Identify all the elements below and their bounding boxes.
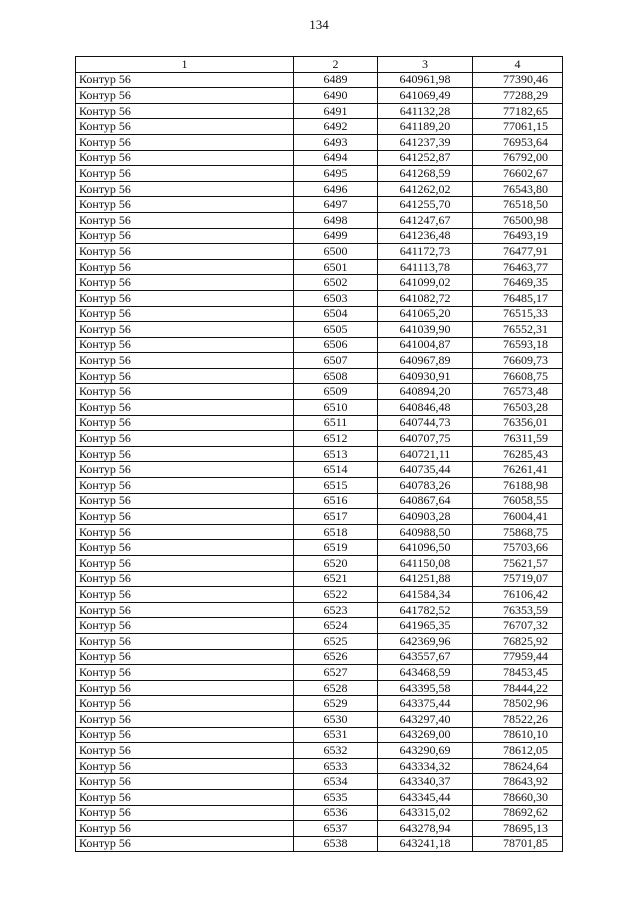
coord-y-cell: 78444,22	[473, 680, 563, 696]
coord-x-cell: 641262,02	[378, 181, 473, 197]
table-row	[76, 431, 563, 447]
contour-cell: Контур 56	[76, 290, 294, 306]
coord-x-cell: 640735,44	[378, 462, 473, 478]
coord-y-cell: 77182,65	[473, 103, 563, 119]
contour-cell: Контур 56	[76, 353, 294, 369]
page-number: 134	[309, 17, 329, 32]
contour-cell: Контур 56	[76, 618, 294, 634]
point-number-cell: 6495	[294, 166, 378, 182]
point-number-cell: 6535	[294, 789, 378, 805]
contour-cell: Контур 56	[76, 805, 294, 821]
point-number-cell: 6505	[294, 322, 378, 338]
coord-y-cell: 78502,96	[473, 696, 563, 712]
point-number-cell: 6512	[294, 431, 378, 447]
table-row	[76, 446, 563, 462]
point-number-cell: 6503	[294, 290, 378, 306]
coord-y-cell: 76500,98	[473, 212, 563, 228]
coord-x-cell: 641965,35	[378, 618, 473, 634]
point-number-cell: 6501	[294, 259, 378, 275]
point-number-cell: 6528	[294, 680, 378, 696]
contour-cell: Контур 56	[76, 493, 294, 509]
point-number-cell: 6496	[294, 181, 378, 197]
coord-x-cell: 641039,90	[378, 322, 473, 338]
point-number-cell: 6538	[294, 836, 378, 852]
point-number-cell: 6516	[294, 493, 378, 509]
contour-cell: Контур 56	[76, 540, 294, 556]
coord-x-cell: 640930,91	[378, 368, 473, 384]
table-row	[76, 259, 563, 275]
coord-y-cell: 76004,41	[473, 509, 563, 525]
point-number-cell: 6499	[294, 228, 378, 244]
coord-y-cell: 76261,41	[473, 462, 563, 478]
contour-cell: Контур 56	[76, 166, 294, 182]
contour-cell: Контур 56	[76, 446, 294, 462]
header-col-3: 3	[378, 57, 473, 73]
coord-x-cell: 641782,52	[378, 602, 473, 618]
point-number-cell: 6529	[294, 696, 378, 712]
point-number-cell: 6497	[294, 197, 378, 213]
contour-cell: Контур 56	[76, 259, 294, 275]
contour-cell: Контур 56	[76, 368, 294, 384]
coord-y-cell: 75621,57	[473, 556, 563, 572]
coord-y-cell: 77061,15	[473, 119, 563, 135]
table-row	[76, 805, 563, 821]
coord-y-cell: 76543,80	[473, 181, 563, 197]
table-row	[76, 275, 563, 291]
coord-x-cell: 641132,28	[378, 103, 473, 119]
point-number-cell: 6490	[294, 88, 378, 104]
coord-x-cell: 641099,02	[378, 275, 473, 291]
contour-cell: Контур 56	[76, 275, 294, 291]
coord-y-cell: 77959,44	[473, 649, 563, 665]
header-col-1: 1	[76, 57, 294, 73]
coord-y-cell: 76188,98	[473, 478, 563, 494]
point-number-cell: 6517	[294, 509, 378, 525]
coord-y-cell: 76593,18	[473, 337, 563, 353]
table-row	[76, 462, 563, 478]
table-row	[76, 665, 563, 681]
point-number-cell: 6533	[294, 758, 378, 774]
contour-cell: Контур 56	[76, 758, 294, 774]
coord-y-cell: 76609,73	[473, 353, 563, 369]
coord-y-cell: 76792,00	[473, 150, 563, 166]
coord-x-cell: 640783,26	[378, 478, 473, 494]
point-number-cell: 6502	[294, 275, 378, 291]
contour-cell: Контур 56	[76, 509, 294, 525]
contour-cell: Контур 56	[76, 524, 294, 540]
table-row	[76, 119, 563, 135]
contour-cell: Контур 56	[76, 462, 294, 478]
contour-cell: Контур 56	[76, 696, 294, 712]
coord-x-cell: 643334,32	[378, 758, 473, 774]
table-row	[76, 556, 563, 572]
coord-x-cell: 643290,69	[378, 743, 473, 759]
point-number-cell: 6532	[294, 743, 378, 759]
table-row	[76, 509, 563, 525]
coord-y-cell: 78624,64	[473, 758, 563, 774]
table-row	[76, 836, 563, 852]
point-number-cell: 6492	[294, 119, 378, 135]
table-row	[76, 166, 563, 182]
coord-y-cell: 76106,42	[473, 587, 563, 603]
coord-y-cell: 75703,66	[473, 540, 563, 556]
contour-cell: Контур 56	[76, 400, 294, 416]
coord-y-cell: 76602,67	[473, 166, 563, 182]
table-row	[76, 602, 563, 618]
coord-x-cell: 641150,08	[378, 556, 473, 572]
coord-x-cell: 643278,94	[378, 821, 473, 837]
point-number-cell: 6491	[294, 103, 378, 119]
coord-x-cell: 640721,11	[378, 446, 473, 462]
coord-y-cell: 78643,92	[473, 774, 563, 790]
point-number-cell: 6493	[294, 134, 378, 150]
point-number-cell: 6489	[294, 72, 378, 88]
table-row	[76, 228, 563, 244]
coord-y-cell: 76285,43	[473, 446, 563, 462]
table-row	[76, 415, 563, 431]
header-col-2: 2	[294, 57, 378, 73]
table-row	[76, 587, 563, 603]
header-col-4: 4	[473, 57, 563, 73]
contour-cell: Контур 56	[76, 337, 294, 353]
point-number-cell: 6520	[294, 556, 378, 572]
coord-x-cell: 643557,67	[378, 649, 473, 665]
table-row	[76, 743, 563, 759]
contour-cell: Контур 56	[76, 103, 294, 119]
table-row	[76, 774, 563, 790]
table-row	[76, 88, 563, 104]
contour-cell: Контур 56	[76, 774, 294, 790]
point-number-cell: 6506	[294, 337, 378, 353]
coord-y-cell: 76311,59	[473, 431, 563, 447]
contour-cell: Контур 56	[76, 743, 294, 759]
point-number-cell: 6500	[294, 244, 378, 260]
coord-x-cell: 641252,87	[378, 150, 473, 166]
coord-y-cell: 76469,35	[473, 275, 563, 291]
coord-x-cell: 641082,72	[378, 290, 473, 306]
contour-cell: Контур 56	[76, 571, 294, 587]
contour-cell: Контур 56	[76, 665, 294, 681]
coord-y-cell: 76707,32	[473, 618, 563, 634]
table-row	[76, 337, 563, 353]
contour-cell: Контур 56	[76, 415, 294, 431]
contour-cell: Контур 56	[76, 212, 294, 228]
coord-y-cell: 78610,10	[473, 727, 563, 743]
coord-y-cell: 76953,64	[473, 134, 563, 150]
coord-x-cell: 643297,40	[378, 711, 473, 727]
table-row	[76, 789, 563, 805]
table-row	[76, 400, 563, 416]
coord-x-cell: 640707,75	[378, 431, 473, 447]
coord-y-cell: 77390,46	[473, 72, 563, 88]
point-number-cell: 6511	[294, 415, 378, 431]
coord-x-cell: 641255,70	[378, 197, 473, 213]
contour-cell: Контур 56	[76, 602, 294, 618]
contour-cell: Контур 56	[76, 134, 294, 150]
point-number-cell: 6527	[294, 665, 378, 681]
coord-x-cell: 641113,78	[378, 259, 473, 275]
coord-x-cell: 643241,18	[378, 836, 473, 852]
table-row	[76, 197, 563, 213]
coord-y-cell: 76515,33	[473, 306, 563, 322]
coord-y-cell: 76503,28	[473, 400, 563, 416]
point-number-cell: 6521	[294, 571, 378, 587]
table-row	[76, 150, 563, 166]
coord-y-cell: 78660,30	[473, 789, 563, 805]
table-row	[76, 306, 563, 322]
point-number-cell: 6510	[294, 400, 378, 416]
coord-x-cell: 641247,67	[378, 212, 473, 228]
contour-cell: Контур 56	[76, 88, 294, 104]
table-row	[76, 103, 563, 119]
table-row	[76, 618, 563, 634]
contour-cell: Контур 56	[76, 633, 294, 649]
coord-y-cell: 76477,91	[473, 244, 563, 260]
coord-x-cell: 641004,87	[378, 337, 473, 353]
table-header	[76, 57, 563, 73]
coord-x-cell: 642369,96	[378, 633, 473, 649]
coord-y-cell: 76493,19	[473, 228, 563, 244]
table-row	[76, 72, 563, 88]
table-row	[76, 134, 563, 150]
contour-cell: Контур 56	[76, 384, 294, 400]
coord-x-cell: 641237,39	[378, 134, 473, 150]
point-number-cell: 6526	[294, 649, 378, 665]
coord-x-cell: 643375,44	[378, 696, 473, 712]
coord-y-cell: 76356,01	[473, 415, 563, 431]
coord-x-cell: 640961,98	[378, 72, 473, 88]
contour-cell: Контур 56	[76, 649, 294, 665]
coord-y-cell: 76485,17	[473, 290, 563, 306]
coord-x-cell: 641172,73	[378, 244, 473, 260]
coord-y-cell: 77288,29	[473, 88, 563, 104]
table-row	[76, 680, 563, 696]
table-row	[76, 727, 563, 743]
point-number-cell: 6515	[294, 478, 378, 494]
table-row	[76, 384, 563, 400]
coord-y-cell: 78453,45	[473, 665, 563, 681]
point-number-cell: 6534	[294, 774, 378, 790]
coord-x-cell: 641189,20	[378, 119, 473, 135]
coord-x-cell: 643315,02	[378, 805, 473, 821]
contour-cell: Контур 56	[76, 587, 294, 603]
coord-x-cell: 640867,64	[378, 493, 473, 509]
coord-y-cell: 78522,26	[473, 711, 563, 727]
coord-y-cell: 76552,31	[473, 322, 563, 338]
point-number-cell: 6504	[294, 306, 378, 322]
point-number-cell: 6509	[294, 384, 378, 400]
table-row	[76, 711, 563, 727]
point-number-cell: 6518	[294, 524, 378, 540]
contour-cell: Контур 56	[76, 431, 294, 447]
contour-cell: Контур 56	[76, 72, 294, 88]
point-number-cell: 6530	[294, 711, 378, 727]
point-number-cell: 6508	[294, 368, 378, 384]
point-number-cell: 6519	[294, 540, 378, 556]
coord-x-cell: 640967,89	[378, 353, 473, 369]
coord-x-cell: 640903,28	[378, 509, 473, 525]
coord-y-cell: 76608,75	[473, 368, 563, 384]
point-number-cell: 6523	[294, 602, 378, 618]
table-body	[76, 72, 563, 852]
point-number-cell: 6507	[294, 353, 378, 369]
coord-x-cell: 643395,58	[378, 680, 473, 696]
table-row	[76, 181, 563, 197]
contour-cell: Контур 56	[76, 680, 294, 696]
contour-cell: Контур 56	[76, 181, 294, 197]
coord-y-cell: 78692,62	[473, 805, 563, 821]
coord-x-cell: 641251,88	[378, 571, 473, 587]
coord-x-cell: 641065,20	[378, 306, 473, 322]
coord-y-cell: 78695,13	[473, 821, 563, 837]
contour-cell: Контур 56	[76, 836, 294, 852]
coord-x-cell: 641584,34	[378, 587, 473, 603]
coord-x-cell: 641268,59	[378, 166, 473, 182]
coord-x-cell: 640988,50	[378, 524, 473, 540]
table-row	[76, 290, 563, 306]
coord-y-cell: 76353,59	[473, 602, 563, 618]
contour-cell: Контур 56	[76, 322, 294, 338]
contour-cell: Контур 56	[76, 119, 294, 135]
contour-cell: Контур 56	[76, 306, 294, 322]
coord-y-cell: 78701,85	[473, 836, 563, 852]
table-row	[76, 212, 563, 228]
contour-cell: Контур 56	[76, 821, 294, 837]
point-number-cell: 6522	[294, 587, 378, 603]
table-row	[76, 540, 563, 556]
point-number-cell: 6531	[294, 727, 378, 743]
table-row	[76, 322, 563, 338]
contour-cell: Контур 56	[76, 150, 294, 166]
table-row	[76, 571, 563, 587]
contour-cell: Контур 56	[76, 478, 294, 494]
contour-cell: Контур 56	[76, 711, 294, 727]
coord-y-cell: 76573,48	[473, 384, 563, 400]
contour-cell: Контур 56	[76, 197, 294, 213]
coord-y-cell: 76518,50	[473, 197, 563, 213]
coord-x-cell: 640846,48	[378, 400, 473, 416]
coord-x-cell: 643468,59	[378, 665, 473, 681]
point-number-cell: 6524	[294, 618, 378, 634]
contour-cell: Контур 56	[76, 244, 294, 260]
table-row	[76, 633, 563, 649]
coord-x-cell: 641096,50	[378, 540, 473, 556]
table-row	[76, 353, 563, 369]
table-row	[76, 478, 563, 494]
coord-x-cell: 643345,44	[378, 789, 473, 805]
coordinates-table	[75, 56, 563, 852]
point-number-cell: 6498	[294, 212, 378, 228]
coord-x-cell: 640894,20	[378, 384, 473, 400]
point-number-cell: 6494	[294, 150, 378, 166]
header-row	[76, 57, 563, 73]
contour-cell: Контур 56	[76, 727, 294, 743]
coord-y-cell: 76058,55	[473, 493, 563, 509]
contour-cell: Контур 56	[76, 789, 294, 805]
coord-x-cell: 643269,00	[378, 727, 473, 743]
table-row	[76, 758, 563, 774]
point-number-cell: 6537	[294, 821, 378, 837]
table-row	[76, 493, 563, 509]
coord-y-cell: 76825,92	[473, 633, 563, 649]
point-number-cell: 6525	[294, 633, 378, 649]
contour-cell: Контур 56	[76, 228, 294, 244]
coord-y-cell: 78612,05	[473, 743, 563, 759]
coord-x-cell: 640744,73	[378, 415, 473, 431]
coord-y-cell: 75719,07	[473, 571, 563, 587]
coord-x-cell: 641069,49	[378, 88, 473, 104]
coord-y-cell: 76463,77	[473, 259, 563, 275]
point-number-cell: 6513	[294, 446, 378, 462]
coord-x-cell: 643340,37	[378, 774, 473, 790]
contour-cell: Контур 56	[76, 556, 294, 572]
coord-x-cell: 641236,48	[378, 228, 473, 244]
table-row	[76, 368, 563, 384]
point-number-cell: 6514	[294, 462, 378, 478]
table-row	[76, 696, 563, 712]
table-row	[76, 821, 563, 837]
table-row	[76, 244, 563, 260]
table-row	[76, 649, 563, 665]
table-row	[76, 524, 563, 540]
point-number-cell: 6536	[294, 805, 378, 821]
coord-y-cell: 75868,75	[473, 524, 563, 540]
